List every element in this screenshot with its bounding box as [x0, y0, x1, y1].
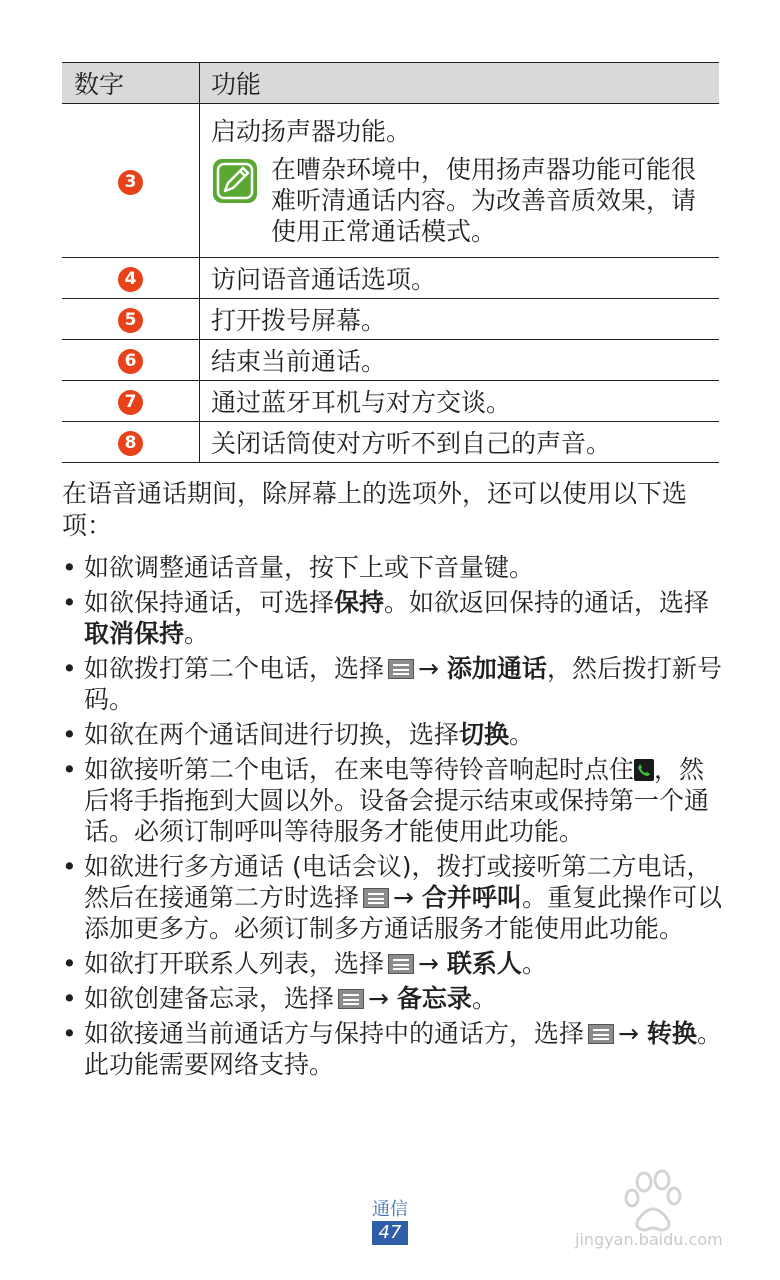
keyword-merge: 合并呼叫	[421, 883, 522, 912]
baidu-paw-watermark-icon	[556, 1168, 746, 1268]
menu-key-icon	[588, 1024, 614, 1044]
list-item: • 如欲拨打第二个电话，选择 → 添加通话，然后拨打新号码。	[62, 653, 722, 715]
keyword-unhold: 取消保持	[84, 619, 185, 648]
menu-key-icon	[388, 954, 414, 974]
header-number: 数字	[62, 63, 200, 104]
page-number: 47	[372, 1221, 408, 1245]
table-header	[62, 63, 719, 104]
body-text	[62, 478, 722, 1084]
list-item: • 如欲在两个通话间进行切换，选择切换。	[62, 719, 722, 750]
header-function: 功能	[200, 63, 720, 104]
number-badge: 4	[118, 267, 143, 292]
row-text: 打开拨号屏幕。	[200, 299, 720, 340]
row-text: 访问语音通话选项。	[200, 258, 720, 299]
menu-key-icon	[338, 989, 364, 1009]
function-table	[62, 62, 719, 463]
number-badge: 3	[118, 170, 143, 195]
watermark-url: jingyan.baidu.com	[575, 1230, 723, 1249]
number-badge: 5	[118, 308, 143, 333]
table-row	[62, 258, 719, 299]
list-item: • 如欲接通当前通话方与保持中的通话方，选择 → 转换。此功能需要网络支持。	[62, 1018, 722, 1080]
intro-paragraph: 在语音通话期间，除屏幕上的选项外，还可以使用以下选项：	[62, 479, 688, 540]
table-row	[62, 299, 719, 340]
green-phone-icon	[634, 759, 654, 781]
note-pencil-icon	[211, 157, 259, 205]
menu-key-icon	[388, 659, 414, 679]
table-row	[62, 381, 719, 422]
list-item: • 如欲调整通话音量，按下上或下音量键。	[62, 552, 722, 583]
list-item: • 如欲打开联系人列表，选择 → 联系人。	[62, 948, 722, 979]
keyword-add-call: 添加通话	[446, 654, 547, 683]
row-text: 启动扬声器功能。	[211, 117, 412, 146]
table-row	[62, 340, 719, 381]
number-badge: 6	[118, 349, 143, 374]
list-item: • 如欲保持通话，可选择保持。如欲返回保持的通话，选择取消保持。	[62, 587, 722, 649]
keyword-swap: 切换	[459, 720, 510, 749]
menu-key-icon	[363, 888, 389, 908]
note-text: 在嘈杂环境中，使用扬声器功能可能很难听清通话内容。为改善音质效果，请使用正常通话模式。	[271, 155, 697, 246]
footer-section-title: 通信	[372, 1199, 408, 1220]
keyword-memo: 备忘录	[396, 984, 472, 1013]
keyword-transfer: 转换	[646, 1019, 697, 1048]
number-badge: 7	[118, 390, 143, 415]
keyword-hold: 保持	[334, 588, 385, 617]
row-text: 通过蓝牙耳机与对方交谈。	[200, 381, 720, 422]
row-text: 结束当前通话。	[200, 340, 720, 381]
options-list	[62, 552, 722, 1080]
row-text: 关闭话筒使对方听不到自己的声音。	[200, 422, 720, 463]
number-badge: 8	[118, 431, 143, 456]
list-item: • 如欲进行多方通话 (电话会议)，拨打或接听第二方电话，然后在接通第二方时选择 → 合并呼叫。重复此操作可以添加更多方。必须订制多方通话服务才能使用此功能。	[62, 851, 722, 944]
table-row	[62, 422, 719, 463]
note-box	[211, 154, 719, 247]
list-item: • 如欲创建备忘录，选择 → 备忘录。	[62, 983, 722, 1014]
table-row	[62, 104, 719, 258]
keyword-contacts: 联系人	[446, 949, 522, 978]
list-item: • 如欲接听第二个电话，在来电等待铃音响起时点住 ，然后将手指拖到大圆以外。设备会提示结束或保持第一个通话。必须订制呼叫等待服务才能使用此功能。	[62, 754, 722, 847]
